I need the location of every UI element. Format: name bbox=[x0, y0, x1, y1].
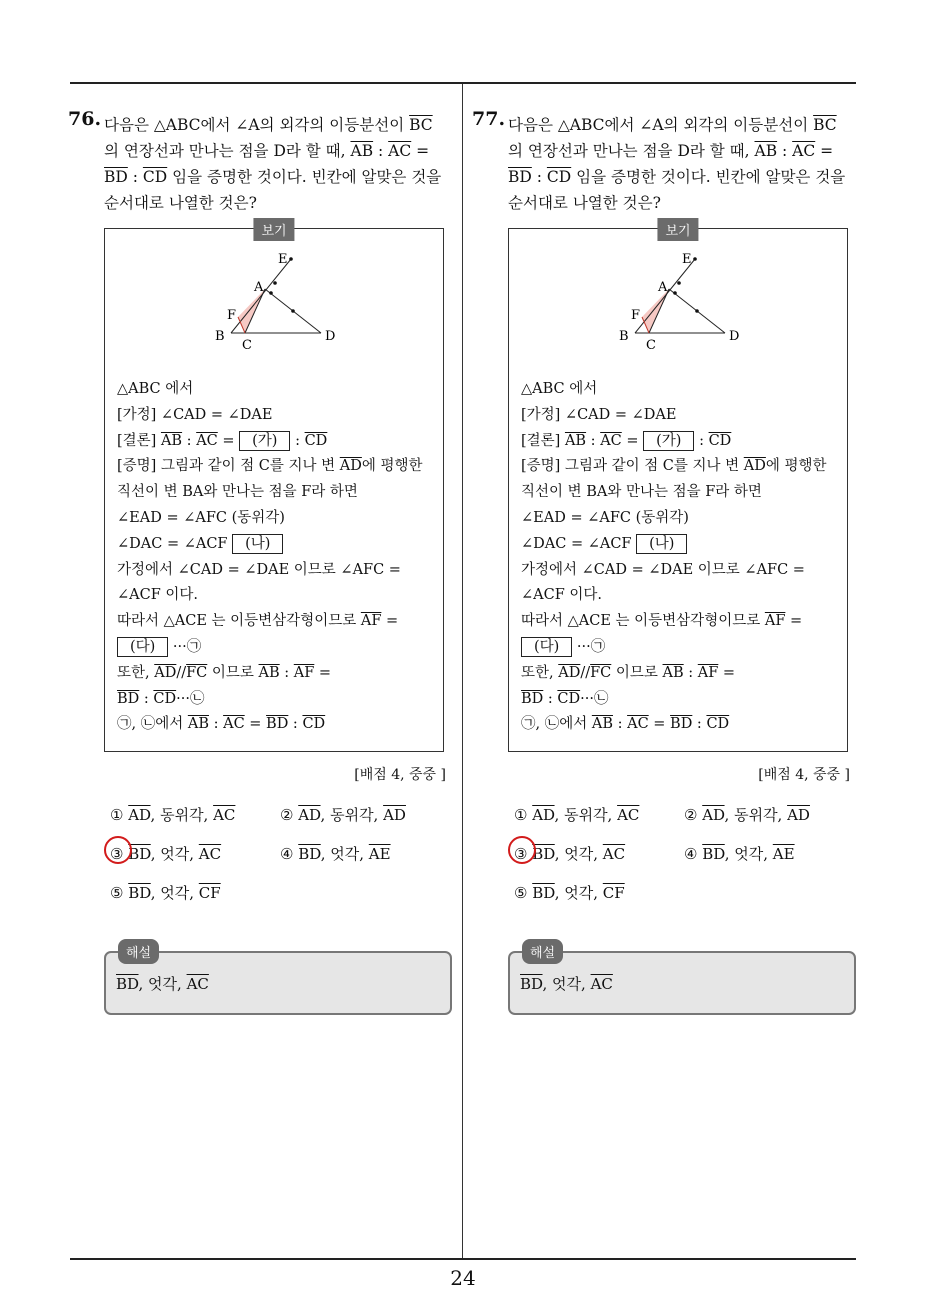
figure-label: B bbox=[215, 329, 225, 344]
proof-line: [결론] $\overline{AB}$ : $\overline{AC}$ = (가) : $\overline{CD}$ bbox=[117, 432, 328, 449]
segment-label: $\overline{AC}$ bbox=[198, 845, 222, 863]
page-number: 24 bbox=[450, 1266, 476, 1290]
choice-3[interactable]: ③ $\overline{BD}$, 엇각, $\overline{AC}$ bbox=[514, 843, 625, 864]
segment-label: $\overline{CF}$ bbox=[602, 884, 625, 902]
figure-label: A bbox=[254, 280, 264, 295]
answer-blank: (다) bbox=[117, 637, 168, 657]
stem-line: $\overline{BD}$ : $\overline{CD}$ 임을 증명한 것이다. 빈칸에 알맞은 것을 bbox=[508, 168, 846, 186]
segment-label: $\overline{CD}$ bbox=[708, 432, 732, 449]
proof-line: $\overline{BD}$ : $\overline{CD}\cdot\cdot\cdot㉡$ bbox=[521, 690, 609, 707]
column-divider bbox=[462, 84, 463, 1258]
question-stem bbox=[508, 112, 860, 216]
segment-label: $\overline{BC}$ bbox=[813, 116, 837, 134]
segment-label: $\overline{BD}$ bbox=[521, 690, 544, 707]
choice-row bbox=[104, 843, 456, 882]
proof-line: ∠EAD = ∠AFC (동위각) bbox=[521, 509, 689, 526]
score-label: [배점 4, 중중 ] bbox=[758, 767, 850, 783]
segment-label: $\overline{AD}$ bbox=[339, 458, 362, 475]
segment-label: $\overline{AC}$ bbox=[590, 975, 613, 993]
segment-label: $\overline{AC}$ bbox=[617, 806, 640, 824]
segment-label: $\overline{AD}$ bbox=[743, 458, 766, 475]
segment-label: $\overline{AC}$ bbox=[213, 806, 236, 824]
stem-line: 순서대로 나열한 것은? bbox=[508, 194, 661, 212]
segment-label: $\overline{AF}$ bbox=[293, 664, 315, 681]
segment-label: $\overline{FC}$ bbox=[186, 664, 208, 681]
segment-label: $\overline{AB}$ bbox=[591, 716, 613, 733]
example-box-label: 보기 bbox=[253, 218, 294, 241]
header-rule bbox=[70, 82, 856, 84]
segment-label: $\overline{FC}$ bbox=[590, 664, 612, 681]
proof-line: 따라서 △ACE 는 이등변삼각형이므로 $\overline{AF}$ = bbox=[117, 613, 399, 630]
proof-line: 또한, $\overline{AD}//\overline{FC}$ 이므로 $\overline{AB}$ : $\overline{AF}$ = bbox=[117, 664, 332, 681]
score-label: [배점 4, 중중 ] bbox=[354, 767, 446, 783]
segment-label: $\overline{AB}$ bbox=[258, 664, 280, 681]
answer-choices bbox=[104, 804, 456, 921]
segment-label: $\overline{AC}$ bbox=[627, 716, 649, 733]
answer-choices bbox=[508, 804, 860, 921]
triangle-figure bbox=[609, 245, 749, 355]
proof-line: △ABC 에서 bbox=[521, 381, 598, 397]
solution-label: 해설 bbox=[118, 939, 159, 964]
proof-line: ∠ACF 이다. bbox=[117, 587, 199, 604]
figure-label: C bbox=[646, 338, 656, 353]
proof-line: 또한, $\overline{AD}//\overline{FC}$ 이므로 $\overline{AB}$ : $\overline{AF}$ = bbox=[521, 664, 736, 681]
figure-label: D bbox=[729, 329, 740, 344]
segment-label: $\overline{AC}$ bbox=[196, 432, 218, 449]
segment-label: $\overline{CD}$ bbox=[557, 690, 581, 707]
segment-label: $\overline{AB}$ bbox=[564, 432, 587, 449]
segment-label: $\overline{AC}$ bbox=[388, 142, 412, 160]
example-box-label: 보기 bbox=[657, 218, 698, 241]
segment-label: $\overline{AC}$ bbox=[223, 716, 245, 733]
question-number: 76. bbox=[68, 108, 102, 130]
segment-label: $\overline{AD}$ bbox=[383, 806, 406, 824]
proof-line: 가정에서 ∠CAD = ∠DAE 이므로 ∠AFC = bbox=[521, 561, 805, 578]
segment-label: $\overline{BD}$ bbox=[298, 845, 321, 863]
solution-text: $\overline{BD}$, 엇각, $\overline{AC}$ bbox=[116, 975, 209, 993]
solution-box bbox=[508, 946, 856, 1015]
proof-line: [가정] ∠CAD = ∠DAE bbox=[521, 406, 677, 423]
choice-1[interactable]: ① $\overline{AD}$, 동위각, $\overline{AC}$ bbox=[514, 806, 640, 824]
proof-line: [결론] $\overline{AB}$ : $\overline{AC}$ = (가) : $\overline{CD}$ bbox=[521, 432, 732, 449]
proof-line: [증명] 그림과 같이 점 C를 지나 변 $\overline{AD}$에 평행한 bbox=[117, 458, 423, 475]
proof-line: ∠ACF 이다. bbox=[521, 587, 603, 604]
segment-label: $\overline{AD}$ bbox=[532, 806, 555, 824]
question-number: 77. bbox=[472, 108, 506, 130]
figure-label: D bbox=[325, 329, 336, 344]
footer-rule bbox=[70, 1258, 856, 1260]
segment-label: $\overline{AC}$ bbox=[186, 975, 209, 993]
figure-label: E bbox=[278, 252, 288, 267]
example-box bbox=[104, 224, 444, 752]
triangle-figure bbox=[205, 245, 345, 355]
segment-label: $\overline{CF}$ bbox=[198, 884, 221, 902]
proof-line: 직선이 변 BA와 만나는 점을 F라 하면 bbox=[117, 484, 358, 501]
segment-label: $\overline{AE}$ bbox=[772, 845, 795, 863]
stem-line: $\overline{BD}$ : $\overline{CD}$ 임을 증명한 것이다. 빈칸에 알맞은 것을 bbox=[104, 168, 442, 186]
selected-answer-circle bbox=[104, 836, 132, 864]
proof-line: (다) ···㉠ bbox=[521, 635, 837, 661]
segment-label: $\overline{CD}$ bbox=[302, 716, 326, 733]
answer-blank: (나) bbox=[232, 534, 283, 554]
proof-line: △ABC 에서 bbox=[117, 381, 194, 397]
segment-label: $\overline{AB}$ bbox=[160, 432, 183, 449]
segment-label: $\overline{BD}$ bbox=[104, 168, 128, 186]
proof-line: ∠EAD = ∠AFC (동위각) bbox=[117, 509, 285, 526]
proof-text bbox=[521, 377, 837, 738]
segment-label: $\overline{AB}$ bbox=[187, 716, 209, 733]
proof-line: ㉠, ㉡에서 $\overline{AB}$ : $\overline{AC} = \overline{BD}$ : $\overline{CD}$ bbox=[521, 716, 730, 733]
segment-label: $\overline{CD}$ bbox=[304, 432, 328, 449]
segment-label: $\overline{BD}$ bbox=[520, 975, 543, 993]
proof-line: ∠DAC = ∠ACF (나) bbox=[521, 532, 837, 558]
stem-line: 의 연장선과 만나는 점을 D라 할 때, $\overline{AB}$ : $\overline{AC}$ = bbox=[508, 142, 834, 160]
proof-line: ㉠, ㉡에서 $\overline{AB}$ : $\overline{AC} = \overline{BD}$ : $\overline{CD}$ bbox=[117, 716, 326, 733]
proof-line: (다) ···㉠ bbox=[117, 635, 433, 661]
segment-label: $\overline{BD}$ bbox=[128, 884, 151, 902]
segment-label: $\overline{AC}$ bbox=[600, 432, 622, 449]
proof-line: $\overline{BD}$ : $\overline{CD}\cdot\cdot\cdot㉡$ bbox=[117, 690, 205, 707]
stem-line: 다음은 △ABC에서 ∠A의 외각의 이등분선이 $\overline{BC}$ bbox=[508, 116, 837, 134]
segment-label: $\overline{AD}$ bbox=[128, 806, 151, 824]
proof-line: 직선이 변 BA와 만나는 점을 F라 하면 bbox=[521, 484, 762, 501]
segment-label: $\overline{BD}$ bbox=[117, 690, 140, 707]
question-76 bbox=[68, 108, 456, 1015]
segment-label: $\overline{BC}$ bbox=[409, 116, 433, 134]
choice-row bbox=[104, 882, 456, 921]
segment-label: $\overline{CD}$ bbox=[153, 690, 177, 707]
proof-line: 따라서 △ACE 는 이등변삼각형이므로 $\overline{AF}$ = bbox=[521, 613, 803, 630]
segment-label: $\overline{AB}$ bbox=[350, 142, 374, 160]
choice-4[interactable]: ④ $\overline{BD}$, 엇각, $\overline{AE}$ bbox=[684, 845, 795, 863]
figure-label: A bbox=[658, 280, 668, 295]
proof-line: [증명] 그림과 같이 점 C를 지나 변 $\overline{AD}$에 평행한 bbox=[521, 458, 827, 475]
choice-row bbox=[508, 882, 860, 921]
segment-label: $\overline{CD}$ bbox=[706, 716, 730, 733]
segment-label: $\overline{BD}$ bbox=[266, 716, 289, 733]
choice-3[interactable]: ③ $\overline{BD}$, 엇각, $\overline{AC}$ bbox=[110, 843, 221, 864]
segment-label: $\overline{AB}$ bbox=[754, 142, 778, 160]
segment-label: $\overline{AE}$ bbox=[368, 845, 391, 863]
segment-label: $\overline{AB}$ bbox=[662, 664, 684, 681]
solution-box bbox=[104, 946, 452, 1015]
question-stem bbox=[104, 112, 456, 216]
segment-label: $\overline{BD}$ bbox=[508, 168, 532, 186]
choice-5[interactable]: ⑤ $\overline{BD}$, 엇각, $\overline{CF}$ bbox=[110, 884, 221, 902]
choice-4[interactable]: ④ $\overline{BD}$, 엇각, $\overline{AE}$ bbox=[280, 845, 391, 863]
stem-line: 다음은 △ABC에서 ∠A의 외각의 이등분선이 $\overline{BC}$ bbox=[104, 116, 433, 134]
segment-label: $\overline{AD}$ bbox=[154, 664, 177, 681]
choice-2[interactable]: ② $\overline{AD}$, 동위각, $\overline{AD}$ bbox=[280, 806, 406, 824]
figure-label: E bbox=[682, 252, 692, 267]
choice-2[interactable]: ② $\overline{AD}$, 동위각, $\overline{AD}$ bbox=[684, 806, 810, 824]
segment-label: $\overline{BD}$ bbox=[670, 716, 693, 733]
choice-row bbox=[508, 804, 860, 843]
segment-label: $\overline{AD}$ bbox=[298, 806, 321, 824]
answer-blank: (다) bbox=[521, 637, 572, 657]
answer-blank: (나) bbox=[636, 534, 687, 554]
segment-label: $\overline{BD}$ bbox=[116, 975, 139, 993]
proof-line: ∠DAC = ∠ACF (나) bbox=[117, 532, 433, 558]
segment-label: $\overline{BD}$ bbox=[532, 845, 555, 863]
segment-label: $\overline{AF}$ bbox=[764, 613, 786, 630]
solution-text: $\overline{BD}$, 엇각, $\overline{AC}$ bbox=[520, 975, 613, 993]
proof-line: 가정에서 ∠CAD = ∠DAE 이므로 ∠AFC = bbox=[117, 561, 401, 578]
answer-blank: (가) bbox=[239, 431, 290, 451]
solution-label: 해설 bbox=[522, 939, 563, 964]
answer-blank: (가) bbox=[643, 431, 694, 451]
choice-row bbox=[508, 843, 860, 882]
figure-label: F bbox=[227, 308, 237, 323]
segment-label: $\overline{AC}$ bbox=[792, 142, 816, 160]
segment-label: $\overline{AC}$ bbox=[602, 845, 626, 863]
figure-label: B bbox=[619, 329, 629, 344]
stem-line: 순서대로 나열한 것은? bbox=[104, 194, 257, 212]
segment-label: $\overline{AF}$ bbox=[360, 613, 382, 630]
segment-label: $\overline{CD}$ bbox=[546, 168, 572, 186]
example-box bbox=[508, 224, 848, 752]
selected-answer-circle bbox=[508, 836, 536, 864]
question-77 bbox=[472, 108, 860, 1015]
segment-label: $\overline{AD}$ bbox=[702, 806, 725, 824]
proof-text bbox=[117, 377, 433, 738]
segment-label: $\overline{AD}$ bbox=[558, 664, 581, 681]
segment-label: $\overline{BD}$ bbox=[702, 845, 725, 863]
figure-label: C bbox=[242, 338, 252, 353]
segment-label: $\overline{AF}$ bbox=[697, 664, 719, 681]
segment-label: $\overline{BD}$ bbox=[128, 845, 151, 863]
proof-line: [가정] ∠CAD = ∠DAE bbox=[117, 406, 273, 423]
segment-label: $\overline{BD}$ bbox=[532, 884, 555, 902]
segment-label: $\overline{AD}$ bbox=[787, 806, 810, 824]
stem-line: 의 연장선과 만나는 점을 D라 할 때, $\overline{AB}$ : $\overline{AC}$ = bbox=[104, 142, 430, 160]
choice-row bbox=[104, 804, 456, 843]
choice-5[interactable]: ⑤ $\overline{BD}$, 엇각, $\overline{CF}$ bbox=[514, 884, 625, 902]
figure-label: F bbox=[631, 308, 641, 323]
choice-1[interactable]: ① $\overline{AD}$, 동위각, $\overline{AC}$ bbox=[110, 806, 236, 824]
segment-label: $\overline{CD}$ bbox=[142, 168, 168, 186]
